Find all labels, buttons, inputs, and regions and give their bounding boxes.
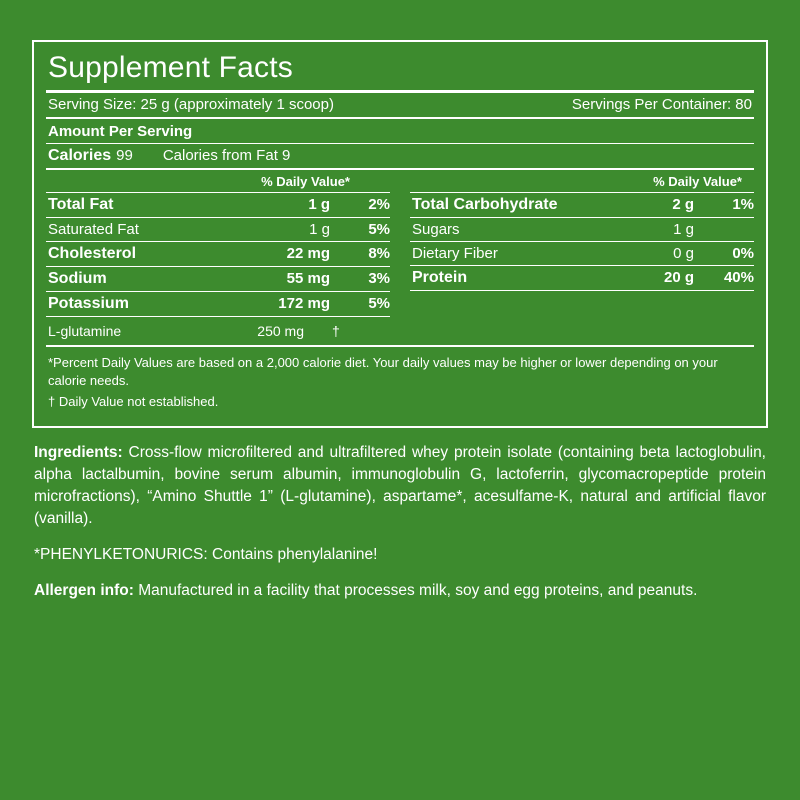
amount-per-serving-label: Amount Per Serving	[48, 122, 193, 140]
daily-value-header-left-col	[46, 174, 400, 189]
calories-from-fat: Calories from Fat 9	[162, 146, 291, 164]
other-ingredient-name: L-glutamine	[48, 322, 122, 339]
table-row	[410, 266, 754, 290]
nutrient-column-left	[46, 192, 400, 317]
table-row	[46, 267, 390, 291]
nutrient-name: Total Carbohydrate	[412, 195, 558, 213]
nutrient-amount: 1 g	[308, 195, 330, 213]
daily-value-header-right: % Daily Value*	[653, 173, 742, 189]
calories-row	[46, 144, 754, 168]
nutrient-name: Total Fat	[48, 195, 114, 213]
footnote-daily-values: *Percent Daily Values are based on a 2,000 calorie diet. Your daily values may be higher or lower depending on your calorie needs.	[48, 354, 718, 389]
allergen-text: Manufactured in a facility that processes milk, soy and egg proteins, and peanuts.	[133, 582, 698, 600]
nutrient-dv: 0%	[732, 244, 754, 262]
nutrient-dv: 5%	[368, 294, 390, 312]
daily-value-header-right-col	[400, 174, 754, 189]
calories-value: 99	[116, 146, 133, 164]
other-ingredient-dv: †	[332, 322, 340, 339]
nutrient-dv: 8%	[368, 244, 390, 262]
nutrient-amount: 1 g	[673, 220, 694, 238]
table-row	[46, 193, 390, 217]
footnote-dv-not-established: † Daily Value not established.	[48, 394, 219, 410]
panel-title: Supplement Facts	[48, 51, 293, 84]
table-row	[46, 218, 390, 241]
table-row	[410, 242, 754, 265]
other-ingredient-amount: 250 mg	[257, 322, 304, 339]
nutrient-amount: 172 mg	[278, 294, 330, 312]
nutrient-name: Sodium	[48, 269, 107, 287]
nutrient-name: Sugars	[412, 220, 460, 238]
servings-per-container: Servings Per Container: 80	[571, 95, 752, 113]
nutrient-amount: 20 g	[663, 268, 694, 286]
nutrient-grid	[46, 192, 754, 317]
serving-size-label: Serving Size:	[48, 95, 137, 113]
nutrient-dv: 1%	[732, 195, 754, 213]
table-row	[410, 218, 754, 241]
serving-size	[48, 96, 334, 113]
nutrient-amount: 22 mg	[286, 244, 330, 262]
nutrient-dv: 2%	[368, 195, 390, 213]
nutrient-amount: 55 mg	[286, 269, 330, 287]
nutrient-amount: 1 g	[309, 220, 330, 238]
nutrient-dv: 3%	[368, 269, 390, 287]
nutrient-name: Cholesterol	[48, 244, 137, 262]
table-row	[46, 242, 390, 266]
daily-value-header-left: % Daily Value*	[261, 173, 350, 189]
nutrient-amount: 0 g	[673, 244, 694, 262]
product-info-block	[24, 428, 776, 602]
calories-label: Calories	[48, 146, 112, 164]
other-ingredient-row	[46, 317, 754, 345]
nutrient-name: Saturated Fat	[48, 220, 139, 238]
serving-info-row	[46, 93, 754, 117]
ingredients-label: Ingredients:	[34, 444, 123, 462]
table-row	[46, 292, 390, 316]
allergen-paragraph	[34, 580, 766, 602]
serving-size-value: 25 g (approximately 1 scoop)	[140, 95, 334, 113]
nutrient-dv: 40%	[723, 268, 754, 286]
table-row	[410, 193, 754, 217]
nutrient-name: Potassium	[48, 294, 129, 312]
nutrient-amount: 2 g	[672, 195, 694, 213]
ingredients-text: Cross-flow microfiltered and ultrafiltered whey protein isolate (containing beta lactoglobulin, alpha lactalbumin, bovine serum albumin, immunoglobulin G, lactoferrin, glycomacropeptide protein microfractions), “Amino Shuttle 1” (L-glutamine), aspartame*, acesulfame-K, natural and artificial flavor (vanilla).	[34, 444, 766, 528]
nutrient-name: Dietary Fiber	[412, 244, 498, 262]
row-divider	[410, 290, 754, 291]
supplement-facts-panel	[32, 40, 768, 428]
allergen-label: Allergen info:	[34, 582, 134, 600]
daily-value-headers	[46, 170, 754, 192]
nutrient-column-right	[400, 192, 754, 317]
pku-warning: *PHENYLKETONURICS: Contains phenylalanine!	[34, 546, 378, 564]
footnote-block	[46, 347, 754, 417]
row-divider	[46, 316, 390, 317]
nutrient-dv: 5%	[368, 220, 390, 238]
nutrient-name: Protein	[412, 268, 468, 286]
ingredients-paragraph	[34, 442, 766, 530]
